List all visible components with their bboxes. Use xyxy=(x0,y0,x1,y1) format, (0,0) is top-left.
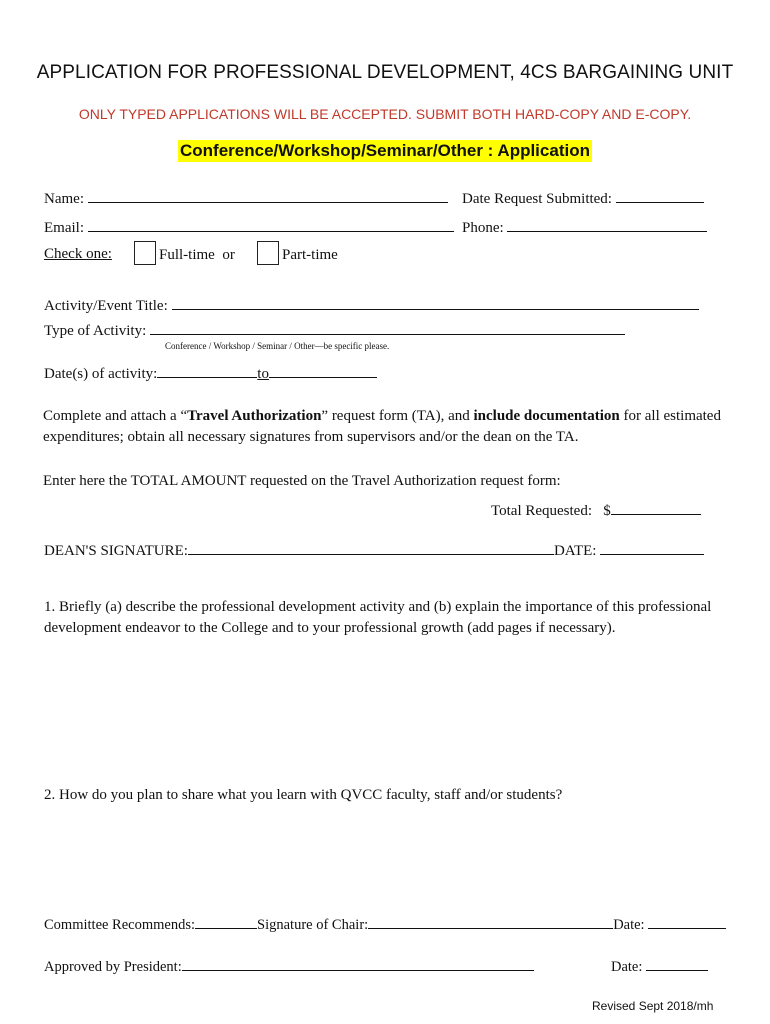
date-start-field[interactable] xyxy=(157,362,257,378)
parttime-label: Part-time xyxy=(282,247,338,263)
name-row xyxy=(44,187,448,208)
fulltime-checkbox[interactable] xyxy=(134,241,156,265)
committee-row xyxy=(44,913,726,934)
to-label: to xyxy=(257,366,269,382)
activity-type-field[interactable] xyxy=(150,319,625,335)
question-1-answer-area[interactable] xyxy=(44,645,724,775)
dean-signature-field[interactable] xyxy=(188,539,554,555)
fulltime-option xyxy=(134,241,235,265)
dean-signature-row xyxy=(44,539,704,560)
chair-signature-label: Signature of Chair: xyxy=(257,917,369,933)
president-signature-field[interactable] xyxy=(182,955,534,971)
committee-field[interactable] xyxy=(195,913,257,929)
parttime-option xyxy=(257,241,338,265)
phone-row xyxy=(462,216,707,237)
form-type-label: Conference/Workshop/Seminar/Other : Application xyxy=(180,141,590,160)
activity-title-field[interactable] xyxy=(172,294,699,310)
activity-type-label: Type of Activity: xyxy=(44,323,147,339)
president-label: Approved by President: xyxy=(44,959,182,975)
chair-signature-field[interactable] xyxy=(368,913,613,929)
parttime-checkbox[interactable] xyxy=(257,241,279,265)
president-date-row xyxy=(611,955,708,976)
form-title: APPLICATION FOR PROFESSIONAL DEVELOPMENT, 4CS BARGAINING UNIT xyxy=(36,62,734,83)
question-2: 2. How do you plan to share what you learn with QVCC faculty, staff and/or students? xyxy=(44,787,563,803)
or-label: or xyxy=(222,247,235,263)
date-request-row xyxy=(462,187,704,208)
email-row xyxy=(44,216,454,237)
name-field[interactable] xyxy=(88,187,448,203)
name-label: Name: xyxy=(44,191,84,207)
dates-row xyxy=(44,362,377,383)
activity-title-row xyxy=(44,294,699,315)
question-2-answer-area[interactable] xyxy=(44,812,724,902)
submission-notice: ONLY TYPED APPLICATIONS WILL BE ACCEPTED. SUBMIT BOTH HARD-COPY AND E-COPY. xyxy=(78,106,692,122)
date-request-label: Date Request Submitted: xyxy=(462,191,612,207)
check-one-label: Check one: xyxy=(44,246,112,262)
president-row xyxy=(44,955,534,976)
currency-symbol: $ xyxy=(603,503,611,519)
include-documentation-term: include documentation xyxy=(473,408,620,424)
committee-date-label: Date: xyxy=(613,917,645,933)
dean-date-label: DATE: xyxy=(553,543,597,559)
committee-date-field[interactable] xyxy=(648,913,726,929)
total-requested-field[interactable] xyxy=(611,499,701,515)
question-1: 1. Briefly (a) describe the professional development activity and (b) explain the importance of this professional development endeavor to the College and to your professional growth (add pages if necessary). xyxy=(44,599,712,636)
phone-field[interactable] xyxy=(507,216,707,232)
date-end-field[interactable] xyxy=(269,362,377,378)
employment-type-row xyxy=(44,246,112,263)
total-requested-row xyxy=(491,499,701,520)
instr-text-2: ” request form (TA), and xyxy=(321,408,474,424)
activity-title-label: Activity/Event Title: xyxy=(44,298,168,314)
activity-type-row xyxy=(44,319,625,340)
committee-label: Committee Recommends: xyxy=(44,917,196,933)
phone-label: Phone: xyxy=(462,220,504,236)
total-amount-instruction: Enter here the TOTAL AMOUNT requested on the Travel Authorization request form: xyxy=(43,473,561,489)
email-label: Email: xyxy=(44,220,84,236)
form-type-banner xyxy=(0,140,770,162)
total-requested-label: Total Requested: xyxy=(491,503,593,519)
dean-date-field[interactable] xyxy=(600,539,704,555)
instr-text-3: for all estimated expenditures; obtain all necessary signatures from supervisors and/or the dean on the TA. xyxy=(43,408,721,445)
president-date-field[interactable] xyxy=(646,955,708,971)
instr-text-1: Complete and attach a “ xyxy=(43,408,188,424)
travel-authorization-term: Travel Authorization xyxy=(187,408,322,424)
date-request-field[interactable] xyxy=(616,187,704,203)
activity-type-hint: Conference / Workshop / Seminar / Other—be specific please. xyxy=(165,341,390,351)
dates-label: Date(s) of activity: xyxy=(44,366,158,382)
travel-authorization-instructions xyxy=(43,406,733,448)
dean-signature-label: DEAN'S SIGNATURE: xyxy=(44,543,188,559)
president-date-label: Date: xyxy=(611,959,643,975)
email-field[interactable] xyxy=(88,216,454,232)
fulltime-label: Full-time xyxy=(159,247,215,263)
revision-note: Revised Sept 2018/mh xyxy=(592,999,714,1013)
